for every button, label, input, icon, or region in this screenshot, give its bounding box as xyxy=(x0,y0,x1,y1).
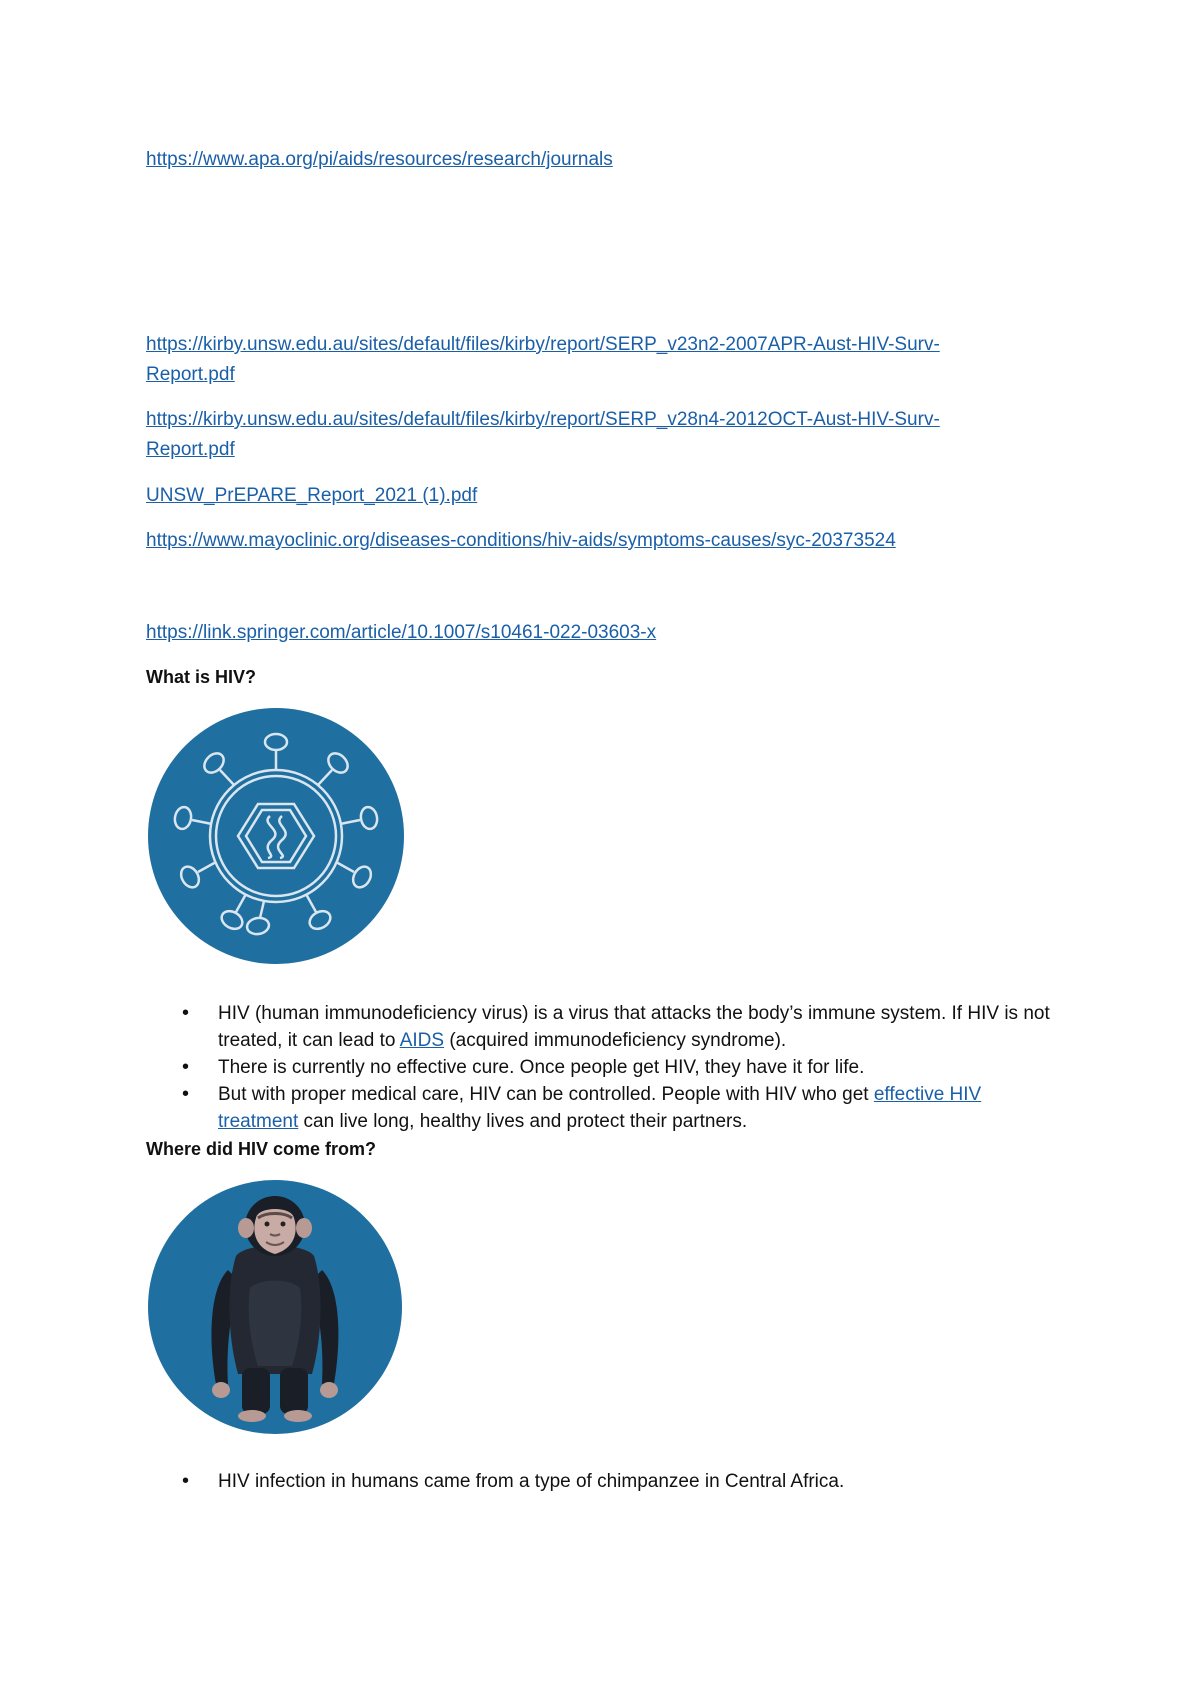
bullet-text: can live long, healthy lives and protect their partners. xyxy=(298,1111,748,1132)
link-kirby-2012-line2[interactable]: Report.pdf xyxy=(146,439,235,460)
link-aids[interactable]: AIDS xyxy=(399,1030,445,1051)
bullet-text: There is currently no effective cure. Once people get HIV, they have it for life. xyxy=(218,1057,865,1078)
list-item xyxy=(182,1000,1062,1054)
hiv-facts-list xyxy=(182,1000,1062,1135)
bullet-text: HIV (human immunodeficiency virus) is a virus that attacks the body’s immune system. If HIV is not treated, it can lead to xyxy=(218,1003,1050,1051)
link-mayoclinic[interactable]: https://www.mayoclinic.org/diseases-conditions/hiv-aids/symptoms-causes/syc-20373524 xyxy=(146,530,896,551)
link-effective-hiv-treatment[interactable]: effective HIV treatment xyxy=(218,1084,982,1132)
list-item xyxy=(182,1081,1062,1135)
bullet-text: HIV infection in humans came from a type of chimpanzee in Central Africa. xyxy=(218,1471,845,1492)
bullet-text: (acquired immunodeficiency syndrome). xyxy=(444,1030,787,1051)
link-kirby-2007-line1[interactable]: https://kirby.unsw.edu.au/sites/default/files/kirby/report/SERP_v23n2-2007APR-Aust-HIV-Surv- xyxy=(146,334,940,355)
hiv-origin-list xyxy=(182,1468,1062,1495)
list-item xyxy=(182,1468,1062,1495)
list-item xyxy=(182,1054,1062,1081)
link-springer-article[interactable]: https://link.springer.com/article/10.1007/s10461-022-03603-x xyxy=(146,622,657,643)
link-kirby-2007-line2[interactable]: Report.pdf xyxy=(146,364,235,385)
heading-where-did-hiv-come-from: Where did HIV come from? xyxy=(146,1139,377,1159)
virus-icon xyxy=(146,706,406,966)
link-kirby-2012-line1[interactable]: https://kirby.unsw.edu.au/sites/default/files/kirby/report/SERP_v28n4-2012OCT-Aust-HIV-Surv- xyxy=(146,409,940,430)
bullet-text: But with proper medical care, HIV can be controlled. People with HIV who get xyxy=(218,1084,874,1105)
heading-what-is-hiv: What is HIV? xyxy=(146,667,257,687)
link-apa-journals[interactable]: https://www.apa.org/pi/aids/resources/research/journals xyxy=(146,149,613,170)
chimpanzee-icon xyxy=(146,1178,404,1436)
link-unsw-prepare-report[interactable]: UNSW_PrEPARE_Report_2021 (1).pdf xyxy=(146,485,478,506)
